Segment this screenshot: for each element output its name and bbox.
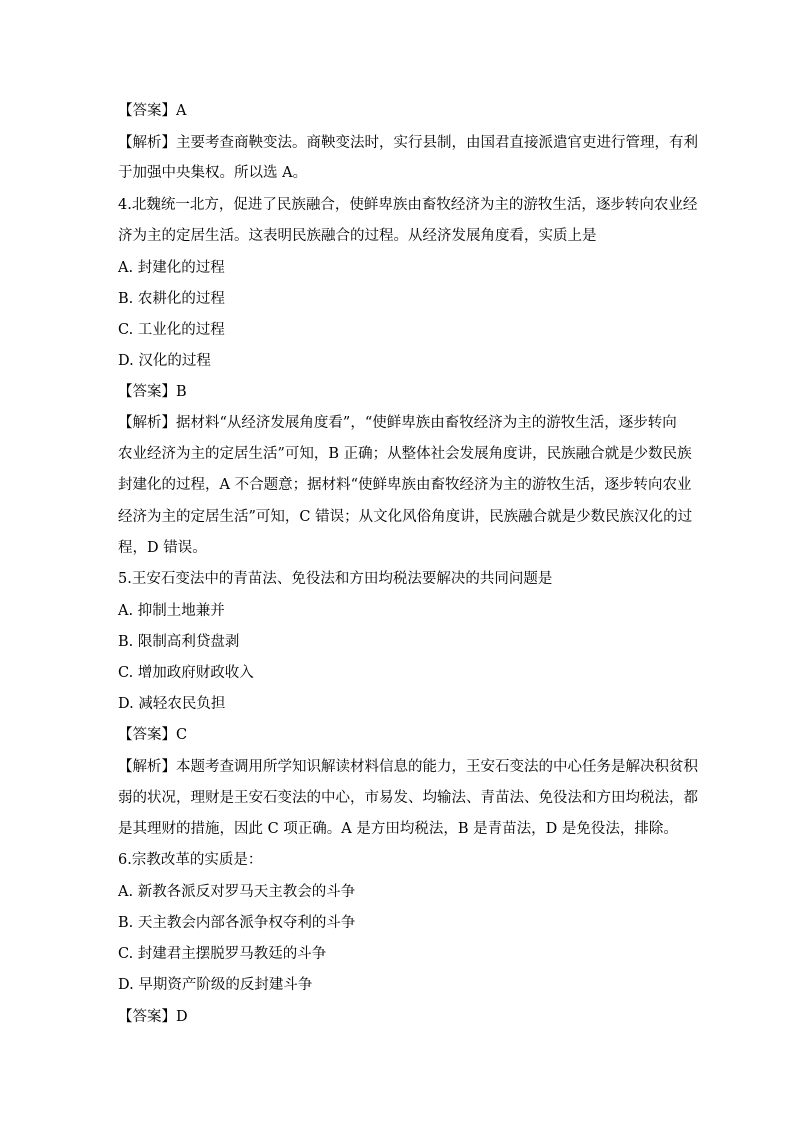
option-a: A. 封建化的过程 — [118, 260, 225, 276]
analysis-line: 程，D 错误。 — [118, 540, 207, 556]
analysis-line: 【解析】据材料“从经济发展角度看”，“使鲜卑族由畜牧经济为主的游牧生活，逐步转向 — [118, 415, 677, 431]
analysis-line: 农业经济为主的定居生活”可知，B 正确；从整体社会发展角度讲，民族融合就是少数民族 — [118, 446, 692, 462]
analysis-line: 是其理财的措施，因此 C 项正确。A 是方田均税法，B 是青苗法，D 是免役法，排除。 — [118, 821, 678, 837]
option-a: A. 抑制土地兼并 — [118, 603, 225, 619]
question-line: 6.宗教改革的实质是： — [118, 852, 263, 868]
answer-line: 【答案】B — [118, 384, 187, 400]
option-d: D. 早期资产阶级的反封建斗争 — [118, 977, 313, 993]
question-line: 济为主的定居生活。这表明民族融合的过程。从经济发展角度看，实质上是 — [118, 228, 597, 244]
option-c: C. 封建君主摆脱罗马教廷的斗争 — [118, 946, 327, 962]
option-c: C. 工业化的过程 — [118, 322, 225, 338]
option-b: B. 农耕化的过程 — [118, 291, 225, 307]
answer-line: 【答案】C — [118, 727, 188, 743]
option-a: A. 新教各派反对罗马天主教会的斗争 — [118, 884, 356, 900]
analysis-line: 于加强中央集权。所以选 A。 — [118, 165, 308, 181]
option-b: B. 天主教会内部各派争权夺利的斗争 — [118, 915, 356, 931]
option-b: B. 限制高利贷盘剥 — [118, 634, 240, 650]
analysis-line: 【解析】本题考查调用所学知识解读材料信息的能力，王安石变法的中心任务是解决积贫积 — [118, 759, 698, 775]
answer-line: 【答案】D — [118, 1009, 188, 1025]
analysis-line: 封建化的过程，A 不合题意；据材料“使鲜卑族由畜牧经济为主的游牧生活，逐步转向农业 — [118, 477, 692, 493]
option-d: D. 汉化的过程 — [118, 353, 211, 369]
analysis-line: 经济为主的定居生活”可知，C 错误；从文化风俗角度讲，民族融合就是少数民族汉化的过 — [118, 509, 693, 525]
analysis-line: 【解析】主要考查商鞅变法。商鞅变法时，实行县制，由国君直接派遣官吏进行管理，有利 — [118, 135, 698, 151]
question-line: 4.北魏统一北方，促进了民族融合，使鲜卑族由畜牧经济为主的游牧生活，逐步转向农业经 — [118, 197, 698, 213]
option-d: D. 减轻农民负担 — [118, 696, 226, 712]
analysis-line: 弱的状况，理财是王安石变法的中心，市易发、均输法、青苗法、免役法和方田均税法，都 — [118, 790, 698, 806]
answer-line: 【答案】A — [118, 103, 187, 119]
option-c: C. 增加政府财政收入 — [118, 665, 254, 681]
question-line: 5.王安石变法中的青苗法、免役法和方田均税法要解决的共同问题是 — [118, 571, 553, 587]
